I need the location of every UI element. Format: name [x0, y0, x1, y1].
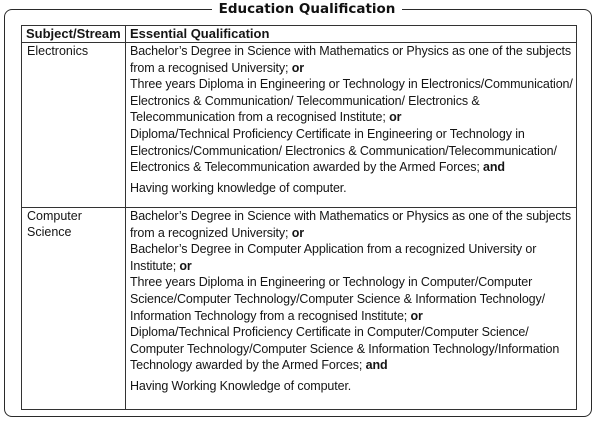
qualification-line: Information Technology from a recognised Institute; or [130, 308, 423, 323]
qualification-line: Electronics & Telecommunication awarded by the Armed Forces; and [130, 160, 505, 175]
qualification-line: Three years Diploma in Engineering or Technology in Computer/Computer [130, 275, 533, 290]
row-electronics-subject: Electronics [27, 44, 89, 58]
qualification-line: Bachelor’s Degree in Science with Mathematics or Physics as one of the subjects [130, 44, 571, 58]
qualification-line: Computer Technology/Computer Science & Information Technology/Information [130, 341, 560, 356]
qualification-line: Institute; or [130, 258, 192, 273]
qualification-line: Having Working Knowledge of computer. [130, 378, 352, 393]
qualification-line: Diploma/Technical Proficiency Certificate in Computer/Computer Science/ [130, 325, 529, 340]
qualification-table [21, 25, 577, 410]
row-electronics-qualification [130, 43, 575, 196]
row-computer-science-qualification [130, 208, 575, 395]
qualification-line: Technology awarded by the Armed Forces; and [130, 358, 388, 373]
subject-line: Computer [27, 209, 82, 223]
qualification-line: Three years Diploma in Engineering or Technology in Electronics/Communication/ [130, 77, 573, 92]
qualification-line: from a recognised University; or [130, 60, 305, 75]
column-divider [125, 26, 126, 409]
header-essential-qualification: Essential Qualification [130, 26, 270, 41]
qualification-line: Diploma/Technical Proficiency Certificate in Engineering or Technology in [130, 126, 525, 141]
qualification-line: Having working knowledge of computer. [130, 180, 347, 195]
qualification-line: from a recognized University; or [130, 225, 305, 240]
header-subject-stream: Subject/Stream [26, 26, 121, 41]
qualification-line: Science/Computer Technology/Computer Science & Information Technology/ [130, 291, 545, 306]
qualification-line: Telecommunication from a recognised Institute; or [130, 110, 402, 125]
row-computer-science-subject [27, 208, 122, 240]
qualification-line: Bachelor’s Degree in Computer Application from a recognized University or [130, 242, 537, 257]
subject-line: Science [27, 225, 72, 239]
qualification-line: Bachelor’s Degree in Science with Mathematics or Physics as one of the subjects [130, 209, 571, 223]
frame-title: Education Qualification [212, 0, 402, 18]
qualification-line: Electronics/Communication/ Electronics & Communication/Telecommunication/ [130, 143, 557, 158]
qualification-line: Electronics & Communication/ Telecommunication/ Electronics & [130, 93, 480, 108]
